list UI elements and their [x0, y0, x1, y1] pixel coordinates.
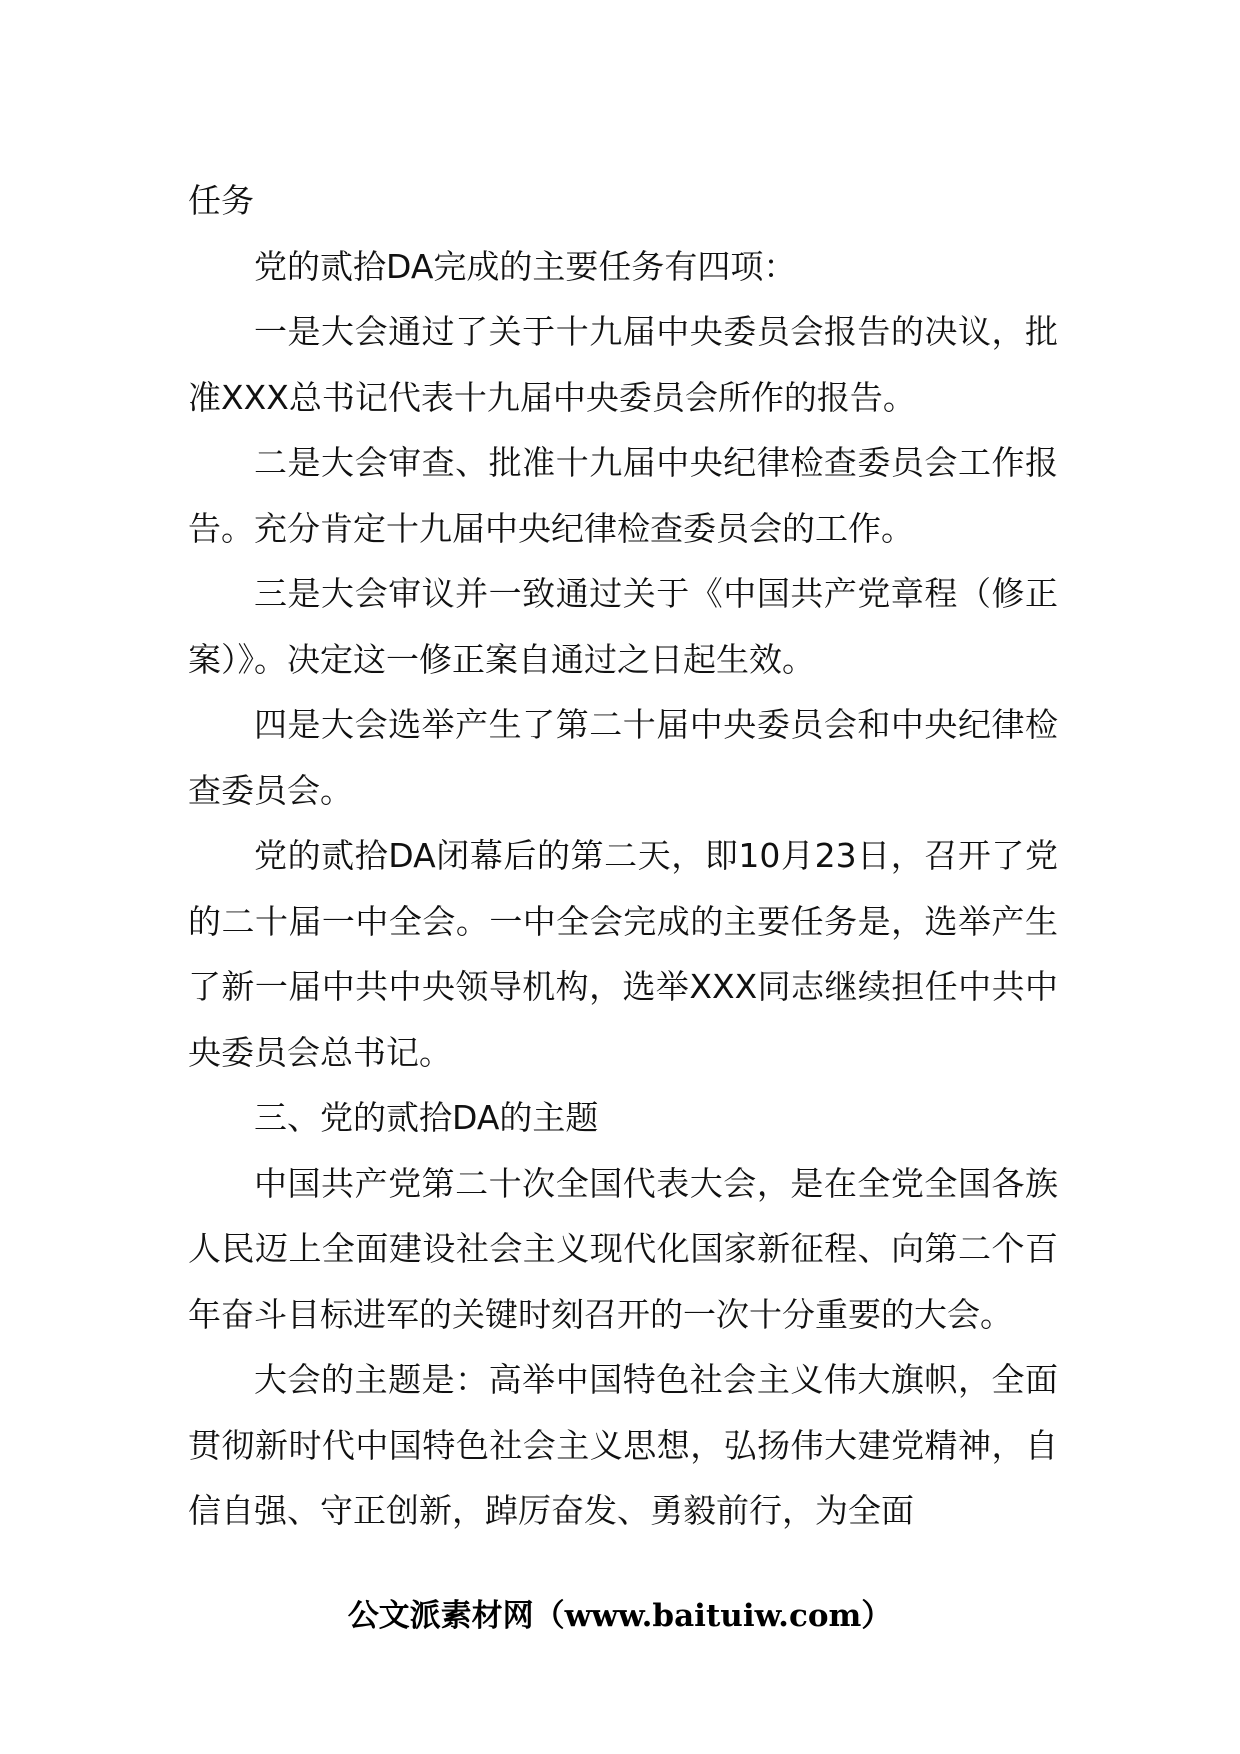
- paragraph-congress-context: 中国共产党第二十次全国代表大会，是在全党全国各族人民迈上全面建设社会主义现代化国家新征程、向第二个百年奋斗目标进军的关键时刻召开的一次十分重要的大会。: [188, 1163, 1058, 1334]
- paragraph-plenary-session: 党的贰拾DA闭幕后的第二天，即10月23日，召开了党的二十届一中全会。一中全会完成的主要任务是，选举产生了新一届中共中央领导机构，选举XXX同志继续担任中共中央委员会总书记。: [188, 836, 1058, 1072]
- paragraph-continuation: 任务: [188, 181, 254, 220]
- paragraph-task-three: 三是大会审议并一致通过关于《中国共产党章程（修正案）》。决定这一修正案自通过之日起生效。: [188, 574, 1058, 679]
- paragraph-congress-theme: 大会的主题是：高举中国特色社会主义伟大旗帜，全面贯彻新时代中国特色社会主义思想，弘扬伟大建党精神，自信自强、守正创新，踔厉奋发、勇毅前行，为全面: [188, 1360, 1058, 1530]
- paragraph-task-four: 四是大会选举产生了第二十届中央委员会和中央纪律检查委员会。: [188, 705, 1058, 810]
- paragraph-tasks-intro: 党的贰拾DA完成的主要任务有四项：: [254, 246, 797, 286]
- page-footer-watermark: 公文派素材网（www.baituiw.com）: [347, 1598, 893, 1634]
- paragraph-task-one: 一是大会通过了关于十九届中央委员会报告的决议，批准XXX总书记代表十九届中央委员会所作的报告。: [188, 312, 1058, 417]
- section-heading-theme: 三、党的贰拾DA的主题: [254, 1098, 599, 1137]
- paragraph-task-two: 二是大会审查、批准十九届中央纪律检查委员会工作报告。充分肯定十九届中央纪律检查委员会的工作。: [188, 443, 1058, 548]
- document-body: [188, 168, 1058, 1544]
